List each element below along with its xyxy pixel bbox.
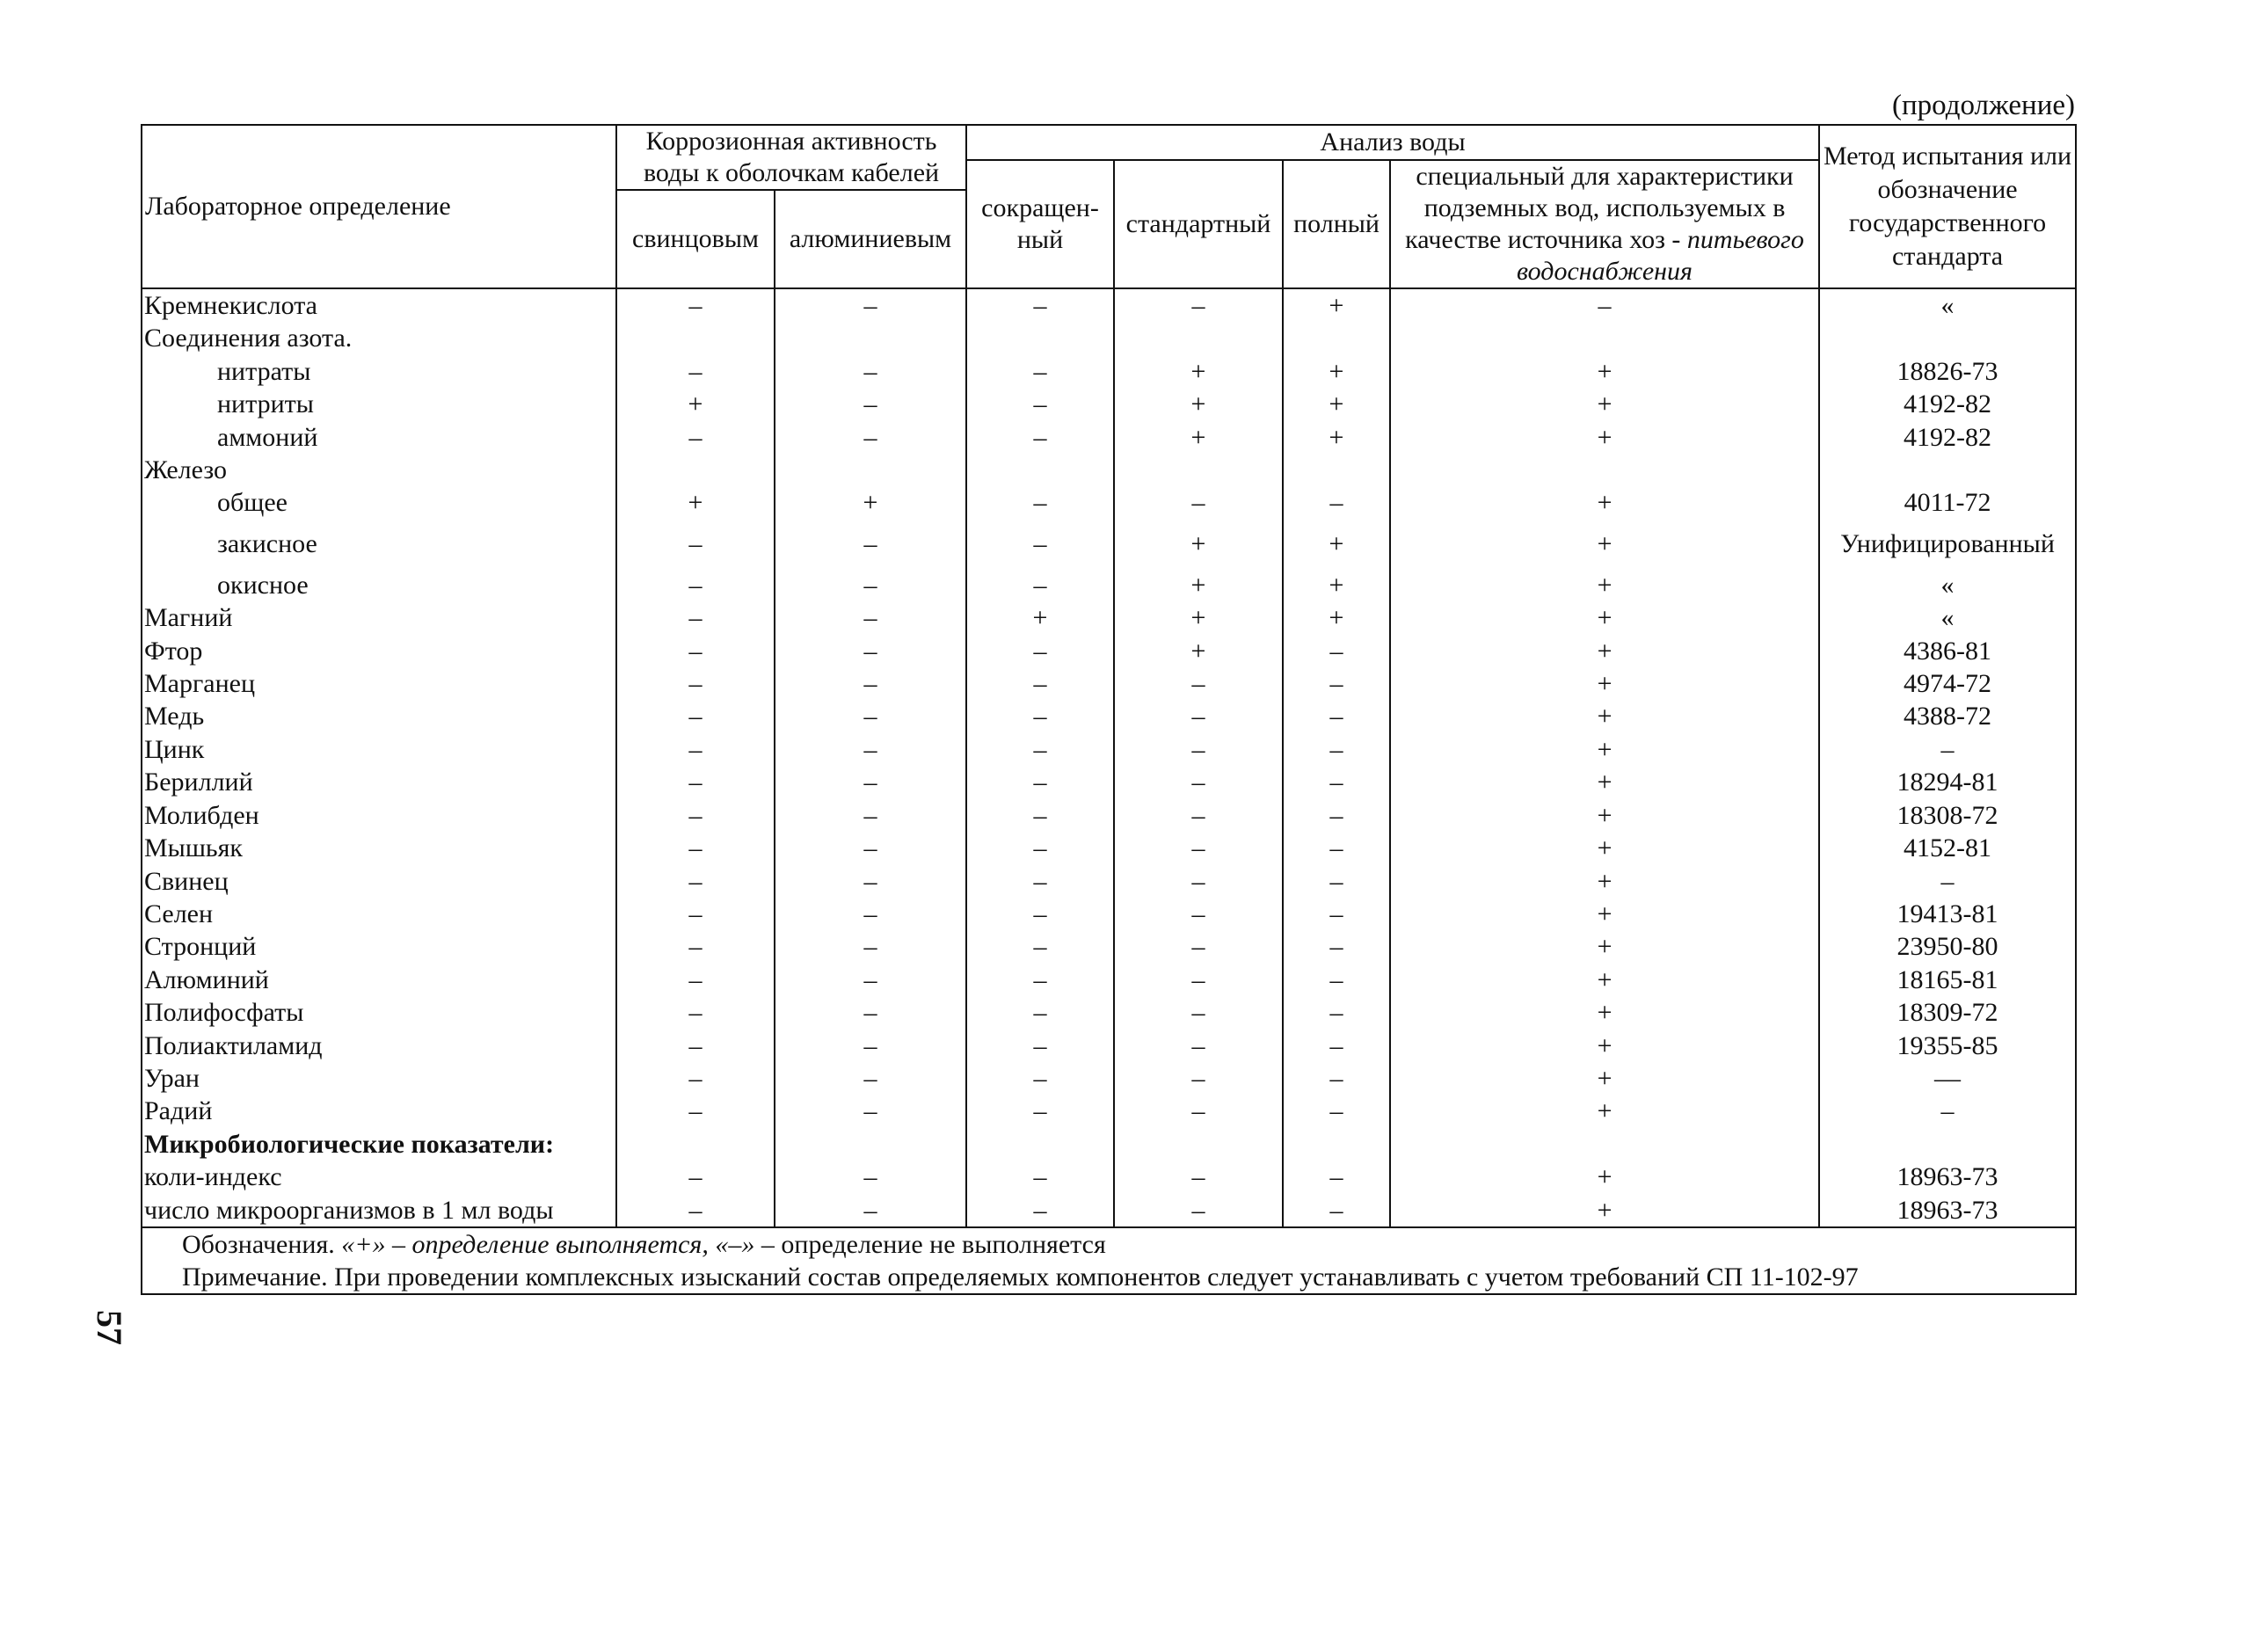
- method-cell: –: [1819, 865, 2076, 898]
- lead-value: –: [616, 601, 775, 634]
- row-name: Цинк: [142, 733, 616, 766]
- aluminum-value: –: [775, 421, 966, 454]
- lead-value: –: [616, 700, 775, 732]
- short-value: –: [966, 388, 1114, 420]
- method-cell: 4192-82: [1819, 421, 2076, 454]
- full-value: –: [1283, 964, 1390, 996]
- row-name: Радий: [142, 1095, 616, 1127]
- col-header-aluminum: алюминиевым: [775, 190, 966, 288]
- row-name: Селен: [142, 898, 616, 930]
- row-name: Марганец: [142, 667, 616, 700]
- short-value: [966, 1128, 1114, 1161]
- short-value: –: [966, 964, 1114, 996]
- row-name: Стронций: [142, 930, 616, 963]
- aluminum-value: –: [775, 601, 966, 634]
- aluminum-value: –: [775, 733, 966, 766]
- full-value: –: [1283, 667, 1390, 700]
- aluminum-value: [775, 1128, 966, 1161]
- method-cell: 18826-73: [1819, 355, 2076, 388]
- lead-value: –: [616, 667, 775, 700]
- col-header-special-text: специальный для характеристики подземных вод, используемых в качестве источника хоз -: [1405, 162, 1794, 254]
- method-cell: 4192-82: [1819, 388, 2076, 420]
- full-value: –: [1283, 635, 1390, 667]
- full-value: –: [1283, 486, 1390, 519]
- table-body: [142, 288, 2076, 1294]
- table-row: [142, 1030, 2076, 1062]
- legend-italic: «+» – определение выполняется, «–» –: [341, 1229, 775, 1259]
- short-value: –: [966, 635, 1114, 667]
- lead-value: –: [616, 799, 775, 832]
- table-row: [142, 700, 2076, 732]
- special-value: +: [1390, 865, 1819, 898]
- table-row: [142, 421, 2076, 454]
- aluminum-value: –: [775, 1095, 966, 1127]
- short-value: –: [966, 1030, 1114, 1062]
- full-value: [1283, 322, 1390, 354]
- lead-value: –: [616, 865, 775, 898]
- table-row: [142, 766, 2076, 798]
- special-value: +: [1390, 766, 1819, 798]
- lead-value: +: [616, 486, 775, 519]
- table-row: [142, 322, 2076, 354]
- table-row: [142, 865, 2076, 898]
- aluminum-value: –: [775, 832, 966, 864]
- special-value: –: [1390, 288, 1819, 322]
- standard-value: –: [1114, 799, 1283, 832]
- method-cell: 4386-81: [1819, 635, 2076, 667]
- lead-value: –: [616, 930, 775, 963]
- lead-value: –: [616, 996, 775, 1029]
- method-cell: 4152-81: [1819, 832, 2076, 864]
- full-value: +: [1283, 355, 1390, 388]
- row-name: Алюминий: [142, 964, 616, 996]
- aluminum-value: –: [775, 1062, 966, 1095]
- short-value: –: [966, 1095, 1114, 1127]
- row-name: Свинец: [142, 865, 616, 898]
- standard-value: –: [1114, 1030, 1283, 1062]
- row-name: общее: [142, 486, 616, 519]
- row-name: закисное: [142, 520, 616, 569]
- table-row: [142, 667, 2076, 700]
- short-value: [966, 454, 1114, 486]
- special-value: +: [1390, 355, 1819, 388]
- row-name: Медь: [142, 700, 616, 732]
- full-value: –: [1283, 1161, 1390, 1193]
- aluminum-value: –: [775, 1161, 966, 1193]
- special-value: +: [1390, 667, 1819, 700]
- full-value: +: [1283, 601, 1390, 634]
- full-value: –: [1283, 865, 1390, 898]
- method-cell: 4974-72: [1819, 667, 2076, 700]
- standard-value: –: [1114, 865, 1283, 898]
- special-value: [1390, 322, 1819, 354]
- method-cell: 18165-81: [1819, 964, 2076, 996]
- aluminum-value: [775, 454, 966, 486]
- row-name: Соединения азота.: [142, 322, 616, 354]
- aluminum-value: –: [775, 1030, 966, 1062]
- short-value: –: [966, 733, 1114, 766]
- table-row: [142, 996, 2076, 1029]
- standard-value: +: [1114, 520, 1283, 569]
- standard-value: –: [1114, 832, 1283, 864]
- table-row: [142, 1161, 2076, 1193]
- table-row: [142, 733, 2076, 766]
- aluminum-value: –: [775, 1194, 966, 1227]
- continuation-label: (продолжение): [1892, 90, 2075, 121]
- row-name: нитраты: [142, 355, 616, 388]
- method-cell: –: [1819, 1095, 2076, 1127]
- table-row: [142, 388, 2076, 420]
- aluminum-value: –: [775, 964, 966, 996]
- row-name: Железо: [142, 454, 616, 486]
- method-cell: 4388-72: [1819, 700, 2076, 732]
- lead-value: –: [616, 520, 775, 569]
- table-row: [142, 898, 2076, 930]
- lead-value: –: [616, 964, 775, 996]
- method-cell: «: [1819, 288, 2076, 322]
- col-header-short: сокращен-ный: [966, 160, 1114, 288]
- row-name: Полиактиламид: [142, 1030, 616, 1062]
- col-header-full: полный: [1283, 160, 1390, 288]
- standard-value: –: [1114, 964, 1283, 996]
- short-value: –: [966, 700, 1114, 732]
- row-name: Микробиологические показатели:: [142, 1128, 616, 1161]
- standard-value: –: [1114, 1062, 1283, 1095]
- full-value: [1283, 454, 1390, 486]
- col-header-corrosion: Коррозионная активность воды к оболочкам кабелей: [616, 125, 966, 190]
- table-row: [142, 454, 2076, 486]
- legend-note: [142, 1227, 2076, 1261]
- method-cell: [1819, 1128, 2076, 1161]
- lead-value: –: [616, 832, 775, 864]
- method-cell: —: [1819, 1062, 2076, 1095]
- col-header-method: Метод испытания или обозначение государственного стандарта: [1819, 125, 2076, 288]
- aluminum-value: –: [775, 996, 966, 1029]
- full-value: +: [1283, 520, 1390, 569]
- standard-value: –: [1114, 898, 1283, 930]
- row-name: Фтор: [142, 635, 616, 667]
- standard-value: –: [1114, 1161, 1283, 1193]
- standard-value: –: [1114, 1194, 1283, 1227]
- short-value: –: [966, 355, 1114, 388]
- full-value: –: [1283, 996, 1390, 1029]
- table-row: [142, 520, 2076, 569]
- short-value: –: [966, 288, 1114, 322]
- standard-value: +: [1114, 601, 1283, 634]
- table-row: [142, 355, 2076, 388]
- row-name: Молибден: [142, 799, 616, 832]
- table-row: [142, 635, 2076, 667]
- row-name: число микроорганизмов в 1 мл воды: [142, 1194, 616, 1227]
- short-value: –: [966, 421, 1114, 454]
- standard-value: –: [1114, 996, 1283, 1029]
- lead-value: –: [616, 1161, 775, 1193]
- standard-value: [1114, 322, 1283, 354]
- method-cell: 4011-72: [1819, 486, 2076, 519]
- aluminum-value: –: [775, 799, 966, 832]
- method-cell: «: [1819, 601, 2076, 634]
- lead-value: –: [616, 569, 775, 601]
- full-value: +: [1283, 388, 1390, 420]
- aluminum-value: –: [775, 898, 966, 930]
- special-value: +: [1390, 388, 1819, 420]
- full-value: –: [1283, 766, 1390, 798]
- aluminum-value: –: [775, 930, 966, 963]
- lead-value: –: [616, 1062, 775, 1095]
- table-row: [142, 601, 2076, 634]
- method-cell: 19355-85: [1819, 1030, 2076, 1062]
- short-value: –: [966, 569, 1114, 601]
- short-value: –: [966, 520, 1114, 569]
- special-value: +: [1390, 733, 1819, 766]
- short-value: –: [966, 832, 1114, 864]
- full-value: –: [1283, 898, 1390, 930]
- table-row: [142, 799, 2076, 832]
- short-value: +: [966, 601, 1114, 634]
- table-row: [142, 964, 2076, 996]
- lead-value: +: [616, 388, 775, 420]
- aluminum-value: –: [775, 569, 966, 601]
- special-value: +: [1390, 964, 1819, 996]
- standard-value: +: [1114, 421, 1283, 454]
- special-value: +: [1390, 601, 1819, 634]
- standard-value: –: [1114, 486, 1283, 519]
- aluminum-value: –: [775, 355, 966, 388]
- aluminum-value: –: [775, 388, 966, 420]
- short-value: –: [966, 1161, 1114, 1193]
- special-value: +: [1390, 799, 1819, 832]
- full-value: –: [1283, 733, 1390, 766]
- full-value: –: [1283, 700, 1390, 732]
- special-value: +: [1390, 635, 1819, 667]
- col-header-lab: Лабораторное определение: [142, 125, 616, 288]
- lead-value: [616, 1128, 775, 1161]
- full-value: –: [1283, 1030, 1390, 1062]
- full-value: [1283, 1128, 1390, 1161]
- row-name: Мышьяк: [142, 832, 616, 864]
- method-cell: 18294-81: [1819, 766, 2076, 798]
- method-cell: 18309-72: [1819, 996, 2076, 1029]
- lead-value: –: [616, 898, 775, 930]
- short-value: –: [966, 996, 1114, 1029]
- page-number: 57: [90, 1310, 129, 1345]
- col-header-lead: свинцовым: [616, 190, 775, 288]
- standard-value: –: [1114, 700, 1283, 732]
- table-row: [142, 1128, 2076, 1161]
- method-cell: 18963-73: [1819, 1194, 2076, 1227]
- row-name: аммоний: [142, 421, 616, 454]
- full-value: –: [1283, 1062, 1390, 1095]
- special-value: +: [1390, 1161, 1819, 1193]
- legend-row: [142, 1227, 2076, 1261]
- aluminum-value: –: [775, 667, 966, 700]
- full-value: +: [1283, 288, 1390, 322]
- short-value: [966, 322, 1114, 354]
- short-value: –: [966, 930, 1114, 963]
- row-name: нитриты: [142, 388, 616, 420]
- short-value: –: [966, 1062, 1114, 1095]
- method-cell: [1819, 454, 2076, 486]
- method-cell: 23950-80: [1819, 930, 2076, 963]
- aluminum-value: –: [775, 766, 966, 798]
- full-value: –: [1283, 930, 1390, 963]
- col-header-water-analysis: Анализ воды: [966, 125, 1819, 160]
- full-value: –: [1283, 799, 1390, 832]
- short-value: –: [966, 1194, 1114, 1227]
- special-value: +: [1390, 700, 1819, 732]
- table-row: [142, 930, 2076, 963]
- full-value: +: [1283, 421, 1390, 454]
- lead-value: –: [616, 1030, 775, 1062]
- special-value: +: [1390, 1194, 1819, 1227]
- remark-note: Примечание. При проведении комплексных изысканий состав определяемых компонентов следует устанавливать с учетом требований СП 11-102-97: [142, 1261, 2076, 1294]
- standard-value: –: [1114, 667, 1283, 700]
- standard-value: –: [1114, 1095, 1283, 1127]
- row-name: коли-индекс: [142, 1161, 616, 1193]
- full-value: –: [1283, 832, 1390, 864]
- short-value: –: [966, 486, 1114, 519]
- short-value: –: [966, 865, 1114, 898]
- aluminum-value: –: [775, 288, 966, 322]
- row-name: Полифосфаты: [142, 996, 616, 1029]
- special-value: +: [1390, 1095, 1819, 1127]
- special-value: +: [1390, 1030, 1819, 1062]
- lab-tests-table: [141, 124, 2077, 1295]
- method-cell: [1819, 322, 2076, 354]
- special-value: +: [1390, 832, 1819, 864]
- method-cell: «: [1819, 569, 2076, 601]
- row-name: Магний: [142, 601, 616, 634]
- lead-value: –: [616, 766, 775, 798]
- row-name: Кремнекислота: [142, 288, 616, 322]
- row-name: окисное: [142, 569, 616, 601]
- table-row: [142, 1095, 2076, 1127]
- lead-value: –: [616, 1095, 775, 1127]
- lead-value: [616, 454, 775, 486]
- lead-value: –: [616, 733, 775, 766]
- special-value: +: [1390, 421, 1819, 454]
- lead-value: –: [616, 1194, 775, 1227]
- table-header: [142, 125, 2076, 288]
- table-row: [142, 486, 2076, 519]
- aluminum-value: –: [775, 700, 966, 732]
- aluminum-value: [775, 322, 966, 354]
- method-cell: 18963-73: [1819, 1161, 2076, 1193]
- standard-value: +: [1114, 569, 1283, 601]
- standard-value: [1114, 454, 1283, 486]
- short-value: –: [966, 667, 1114, 700]
- special-value: +: [1390, 486, 1819, 519]
- aluminum-value: –: [775, 635, 966, 667]
- short-value: –: [966, 898, 1114, 930]
- standard-value: +: [1114, 388, 1283, 420]
- special-value: +: [1390, 569, 1819, 601]
- standard-value: –: [1114, 930, 1283, 963]
- standard-value: +: [1114, 355, 1283, 388]
- special-value: [1390, 454, 1819, 486]
- table-row: [142, 1194, 2076, 1227]
- lead-value: [616, 322, 775, 354]
- method-cell: Унифицированный: [1819, 520, 2076, 569]
- full-value: +: [1283, 569, 1390, 601]
- special-value: +: [1390, 520, 1819, 569]
- standard-value: –: [1114, 733, 1283, 766]
- standard-value: –: [1114, 766, 1283, 798]
- table-row: [142, 569, 2076, 601]
- full-value: –: [1283, 1095, 1390, 1127]
- row-name: Уран: [142, 1062, 616, 1095]
- standard-value: +: [1114, 635, 1283, 667]
- col-header-special-italic: питьевого водоснабжения: [1517, 225, 1804, 286]
- method-cell: –: [1819, 733, 2076, 766]
- aluminum-value: –: [775, 520, 966, 569]
- special-value: +: [1390, 1062, 1819, 1095]
- special-value: +: [1390, 996, 1819, 1029]
- table-row: [142, 1062, 2076, 1095]
- col-header-special: [1390, 160, 1819, 288]
- special-value: +: [1390, 930, 1819, 963]
- remark-row: [142, 1261, 2076, 1294]
- method-cell: 18308-72: [1819, 799, 2076, 832]
- special-value: [1390, 1128, 1819, 1161]
- legend-rest: определение не выполняется: [774, 1229, 1106, 1259]
- row-name: Бериллий: [142, 766, 616, 798]
- lead-value: –: [616, 421, 775, 454]
- table-row: [142, 288, 2076, 322]
- lead-value: –: [616, 288, 775, 322]
- col-header-standard: стандартный: [1114, 160, 1283, 288]
- legend-label: Обозначения.: [182, 1229, 342, 1259]
- full-value: –: [1283, 1194, 1390, 1227]
- standard-value: [1114, 1128, 1283, 1161]
- short-value: –: [966, 766, 1114, 798]
- aluminum-value: –: [775, 865, 966, 898]
- table-row: [142, 832, 2076, 864]
- aluminum-value: +: [775, 486, 966, 519]
- short-value: –: [966, 799, 1114, 832]
- special-value: +: [1390, 898, 1819, 930]
- lead-value: –: [616, 355, 775, 388]
- standard-value: –: [1114, 288, 1283, 322]
- method-cell: 19413-81: [1819, 898, 2076, 930]
- lead-value: –: [616, 635, 775, 667]
